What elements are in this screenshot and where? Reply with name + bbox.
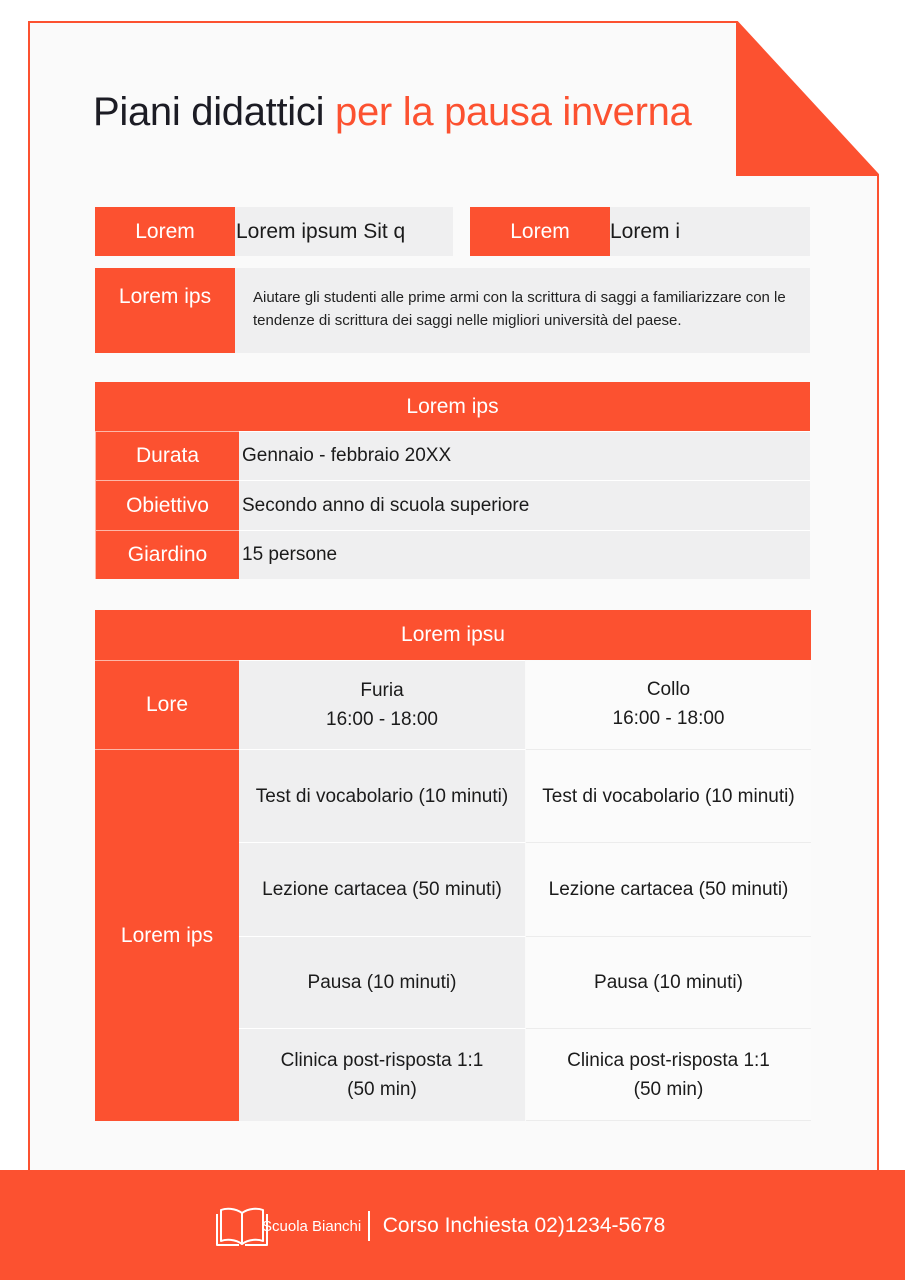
schedule-side-label: Lorem ips [95,749,239,1121]
footer-divider [368,1211,370,1241]
column-day: Collo [646,679,691,700]
details-row-label: Obiettivo [95,480,239,530]
details-row-label: Giardino [95,530,239,579]
details-row-label: Durata [95,431,239,480]
details-row-value: Secondo anno di scuola superiore [239,480,810,530]
page-title [93,90,691,135]
field2-value: Lorem i [610,207,810,256]
title-accent: per la pausa inverna [335,90,692,134]
footer-content [214,1204,665,1248]
title-main: Piani didattici [93,90,325,134]
field1-label: Lorem [95,207,235,256]
cell-line: Clinica post-risposta 1:1 [567,1049,770,1071]
schedule-column-header [526,660,811,749]
field1-value: Lorem ipsum Sit q [235,207,453,256]
contact-info: Corso Inchiesta 02)1234-5678 [382,1214,666,1237]
field2-label: Lorem [470,207,610,256]
cell-line: (50 min) [633,1078,704,1100]
folded-corner [736,21,879,176]
details-row-value: Gennaio - febbraio 20XX [239,431,810,480]
details-row-value: 15 persone [239,530,810,579]
cell-line: (50 min) [347,1079,417,1100]
schedule-column-header [239,660,525,749]
schedule-cell [239,1028,525,1121]
schedule-cell: Pausa (10 minuti) [239,936,525,1028]
schedule-cell: Test di vocabolario (10 minuti) [239,749,525,842]
schedule-header-label: Lore [95,660,239,749]
column-time: 16:00 - 18:00 [612,708,725,729]
column-day: Furia [360,680,404,701]
school-name: Scuola Bianchi [262,1217,362,1235]
schedule-heading: Lorem ipsu [95,610,811,660]
schedule-cell: Pausa (10 minuti) [526,936,811,1028]
schedule-cell [526,1028,811,1121]
details-heading: Lorem ips [95,382,810,431]
cell-line: Clinica post-risposta 1:1 [280,1050,484,1071]
schedule-cell: Lezione cartacea (50 minuti) [526,842,811,936]
column-time: 16:00 - 18:00 [326,709,438,730]
schedule-cell: Lezione cartacea (50 minuti) [239,842,525,936]
description-text: Aiutare gli studenti alle prime armi con la scrittura di saggi a familiarizzare con le tendenze di scrittura dei saggi nelle migliori università del paese. [235,268,810,353]
schedule-cell: Test di vocabolario (10 minuti) [526,749,811,842]
description-label: Lorem ips [95,268,235,353]
